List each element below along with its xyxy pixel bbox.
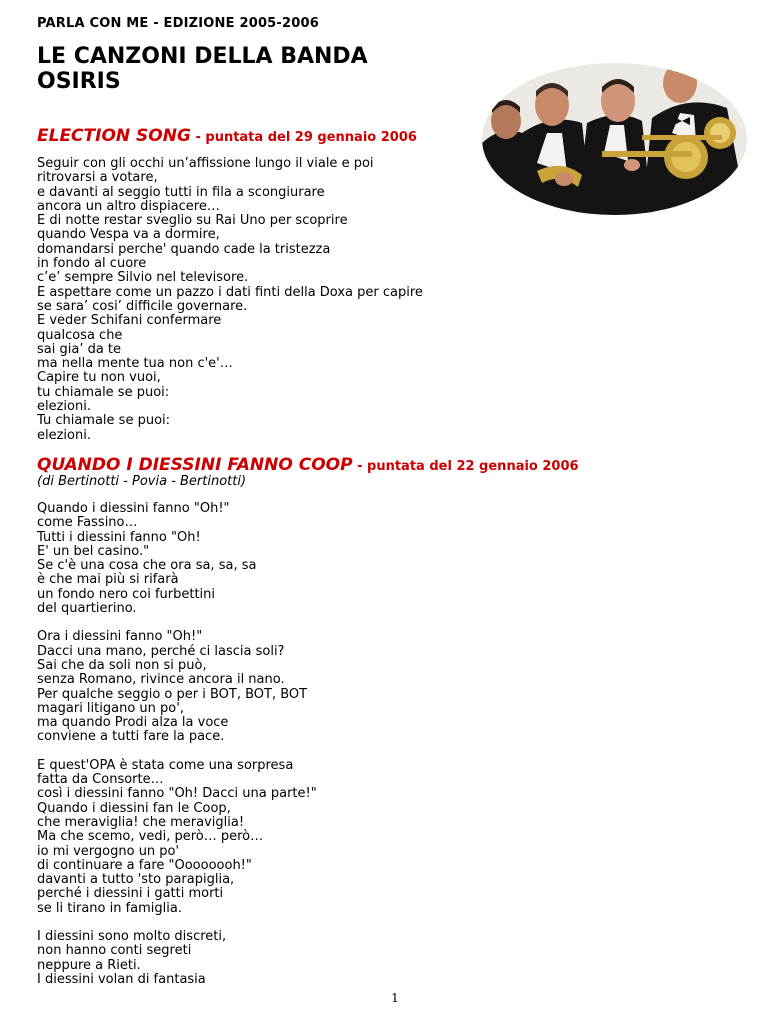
lyric-line: ancora un altro dispiacere… xyxy=(37,198,220,214)
lyric-line: come Fassino… xyxy=(37,515,138,531)
lyric-line: E veder Schifani confermare xyxy=(37,313,222,329)
header-line: PARLA CON ME - EDIZIONE 2005-2006 xyxy=(37,16,320,31)
lyric-line: non hanno conti segreti xyxy=(37,943,192,959)
song-heading xyxy=(37,455,737,475)
lyric-line: neppure a Rieti. xyxy=(37,957,141,973)
stanza xyxy=(37,630,737,744)
song-date: - puntata del 22 gennaio 2006 xyxy=(352,459,579,474)
lyric-line: è che mai più si rifarà xyxy=(37,572,179,588)
lyric-line: di continuare a fare "Oooooooh!" xyxy=(37,857,252,873)
stanza xyxy=(37,759,737,916)
song-quando-i-diessini xyxy=(37,455,737,987)
lyric-line: ma nella mente tua non c'e'… xyxy=(37,356,233,372)
lyric-line: un fondo nero coi furbettini xyxy=(37,586,216,602)
lyric-line: tu chiamale se puoi: xyxy=(37,384,170,400)
lyric-line: perché i diessini i gatti morti xyxy=(37,886,224,902)
song-lyrics xyxy=(37,502,737,987)
lyric-line: Seguir con gli occhi un’affissione lungo il viale e poi xyxy=(37,156,374,171)
lyric-line: Sai che da soli non si può, xyxy=(37,657,207,673)
song-lyrics xyxy=(37,157,737,443)
lyric-line: Tutti i diessini fanno "Oh! xyxy=(37,529,201,545)
lyric-line: sai gia’ da te xyxy=(37,341,122,357)
lyric-line: ma quando Prodi alza la voce xyxy=(37,715,229,731)
lyric-line: qualcosa che xyxy=(37,327,123,343)
lyric-line: davanti a tutto 'sto parapiglia, xyxy=(37,872,235,888)
lyric-line: Ora i diessini fanno "Oh!" xyxy=(37,629,203,645)
lyric-line: che meraviglia! che meraviglia! xyxy=(37,814,245,830)
lyric-line: Capire tu non vuoi, xyxy=(37,370,161,386)
lyric-line: quando Vespa va a dormire, xyxy=(37,227,220,243)
lyric-line: magari litigano un po', xyxy=(37,700,184,716)
lyric-line: I diessini volan di fantasia xyxy=(37,971,206,987)
lyric-line: se sara’ cosi’ difficile governare. xyxy=(37,298,248,314)
lyric-line: E' un bel casino." xyxy=(37,543,150,559)
page-number: 1 xyxy=(391,991,399,1005)
lyric-line: E di notte restar sveglio su Rai Uno per scoprire xyxy=(37,213,348,229)
lyric-line: I diessini sono molto discreti, xyxy=(37,929,227,945)
lyric-line: e davanti al seggio tutti in fila a scongiurare xyxy=(37,184,325,200)
lyric-line: in fondo al cuore xyxy=(37,256,147,272)
song-credit: (di Bertinotti - Povia - Bertinotti) xyxy=(37,474,247,489)
lyric-line: io mi vergogno un po' xyxy=(37,843,180,859)
lyric-line: senza Romano, rivince ancora il nano. xyxy=(37,672,285,688)
lyric-line: così i diessini fanno "Oh! Dacci una parte!" xyxy=(37,786,317,802)
stanza xyxy=(37,930,737,987)
lyric-line: E aspettare come un pazzo i dati finti della Doxa per capire xyxy=(37,284,423,300)
song-date: - puntata del 29 gennaio 2006 xyxy=(190,130,417,145)
stanza xyxy=(37,502,737,616)
song-title: ELECTION SONG xyxy=(37,126,191,146)
lyric-line: Se c'è una cosa che ora sa, sa, sa xyxy=(37,558,257,574)
lyric-line: fatta da Consorte… xyxy=(37,772,164,788)
lyric-line: elezioni. xyxy=(37,427,91,443)
stanza xyxy=(37,157,737,443)
song-heading xyxy=(37,126,737,146)
lyric-line: Quando i diessini fan le Coop, xyxy=(37,800,231,816)
lyric-line: domandarsi perche' quando cade la tristezza xyxy=(37,241,331,257)
lyric-line: conviene a tutti fare la pace. xyxy=(37,729,225,745)
lyric-line: ritrovarsi a votare, xyxy=(37,170,158,186)
lyric-line: E quest'OPA è stata come una sorpresa xyxy=(37,757,294,773)
lyric-line: Ma che scemo, vedi, però… però… xyxy=(37,829,264,845)
lyric-line: Quando i diessini fanno "Oh!" xyxy=(37,501,230,516)
lyric-line: se li tirano in famiglia. xyxy=(37,900,182,916)
lyric-line: Per qualche seggio o per i BOT, BOT, BOT xyxy=(37,686,308,702)
lyric-line: del quartierino. xyxy=(37,601,137,617)
lyric-line: Dacci una mano, perché ci lascia soli? xyxy=(37,643,285,659)
lyric-line: elezioni. xyxy=(37,399,91,415)
song-title: QUANDO I DIESSINI FANNO COOP xyxy=(37,455,353,475)
document-title: LE CANZONI DELLA BANDA OSIRIS xyxy=(37,44,368,94)
lyric-line: Tu chiamale se puoi: xyxy=(37,413,171,429)
song-election-song xyxy=(37,126,737,457)
lyric-line: c’e’ sempre Silvio nel televisore. xyxy=(37,270,249,286)
